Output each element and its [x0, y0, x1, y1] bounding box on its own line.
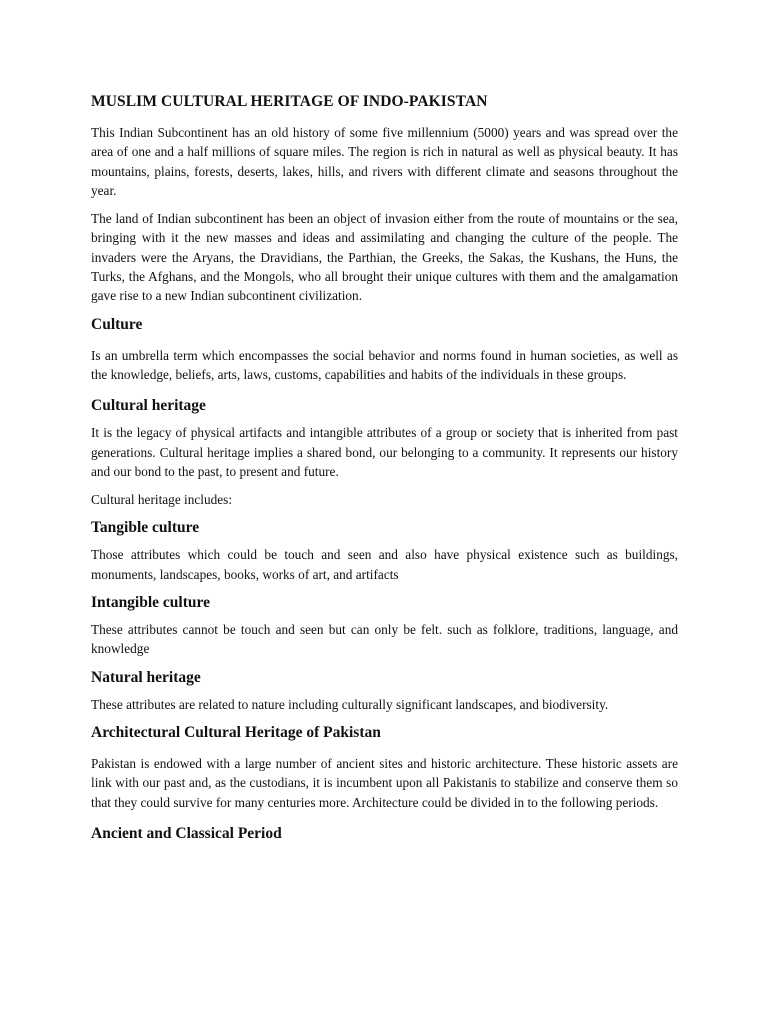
architectural-heritage-heading: Architectural Cultural Heritage of Pakistan — [91, 723, 381, 741]
cultural-heritage-includes: Cultural heritage includes: — [91, 492, 233, 508]
intangible-culture-paragraph: These attributes cannot be touch and seen but can only be felt. such as folklore, traditions, language, and knowledge — [91, 622, 678, 657]
cultural-heritage-heading: Cultural heritage — [91, 397, 206, 415]
intangible-culture-heading: Intangible culture — [91, 594, 210, 612]
document-page — [91, 82, 678, 851]
tangible-culture-paragraph: Those attributes which could be touch and seen and also have physical existence such as buildings, monuments, landscapes, books, works of art, and artifacts — [91, 547, 678, 582]
tangible-culture-heading: Tangible culture — [91, 519, 200, 537]
ancient-classical-period-heading: Ancient and Classical Period — [91, 824, 282, 842]
natural-heritage-paragraph: These attributes are related to nature including culturally significant landscapes, and biodiversity. — [91, 696, 609, 712]
intro-paragraph-2: The land of Indian subcontinent has been an object of invasion either from the route of mountains or the sea, bringing with it the new masses and ideas and assimilating and changing the culture of the people. The invaders were the Aryans, the Dravidians, the Parthian, the Greeks, the Sakas, the Kushans, the Huns, the Turks, the Afghans, and the Mongols, who all brought their unique cultures with them and the amalgamation gave rise to a new Indian subcontinent civilization. — [91, 211, 678, 304]
architectural-heritage-paragraph: Pakistan is endowed with a large number of ancient sites and historic architecture. These historic assets are link with our past and, as the custodians, it is incumbent upon all Pakistanis to stabilize and conserve them so that they could survive for many centuries more. Architecture could be divided in to the following periods. — [91, 755, 678, 810]
cultural-heritage-paragraph: It is the legacy of physical artifacts and intangible attributes of a group or society that is inherited from past generations. Cultural heritage implies a shared bond, our belonging to a community. It represents our history and our bond to the past, to present and future. — [91, 425, 678, 479]
culture-heading: Culture — [91, 315, 143, 333]
culture-paragraph: Is an umbrella term which encompasses the social behavior and norms found in human societies, as well as the knowledge, beliefs, arts, laws, customs, capabilities and habits of the individuals in these groups. — [91, 347, 678, 382]
natural-heritage-heading: Natural heritage — [91, 668, 201, 686]
document-title: MUSLIM CULTURAL HERITAGE OF INDO-PAKISTAN — [91, 93, 488, 110]
intro-paragraph-1: This Indian Subcontinent has an old history of some five millennium (5000) years and was spread over the area of one and a half millions of square miles. The region is rich in natural as well as physical beauty. It has mountains, plains, forests, deserts, lakes, hills, and rivers with different climate and seasons throughout the year. — [91, 125, 678, 198]
